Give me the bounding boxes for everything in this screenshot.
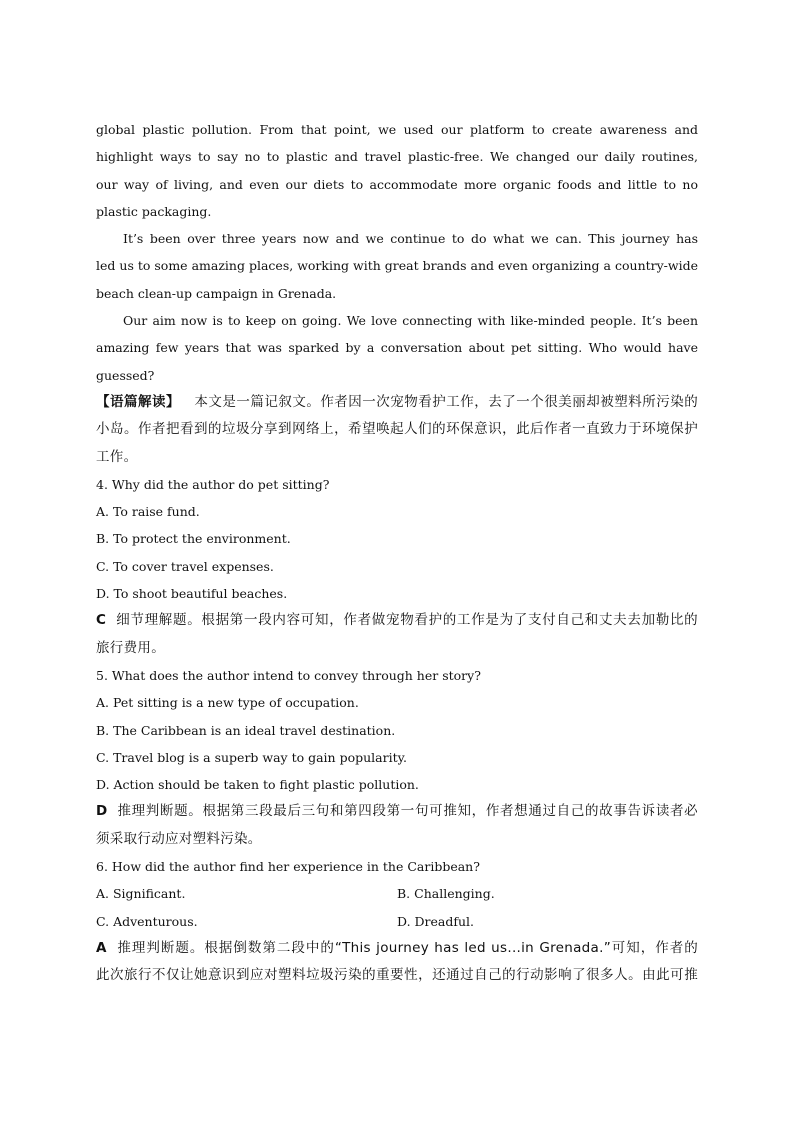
- discourse-analysis: [96, 389, 698, 471]
- text-line: beach clean-up campaign in Grenada.: [96, 285, 337, 301]
- option-b: B. To protect the environment.: [96, 531, 291, 547]
- option-b: B. The Caribbean is an ideal travel destination.: [96, 722, 396, 738]
- passage-paragraph-3: [96, 307, 698, 389]
- text-line: global plastic pollution. From that point, we used our platform to create awareness and: [96, 122, 698, 137]
- passage-paragraph-1: [96, 116, 698, 225]
- analysis-line: 工作。: [96, 448, 138, 465]
- option-d: D. Dreadful.: [397, 913, 475, 929]
- analysis-line: 小岛。作者把看到的垃圾分享到网络上，希望唤起人们的环保意识，此后作者一直致力于环境保护: [96, 421, 698, 438]
- option-a: A. Pet sitting is a new type of occupation.: [96, 695, 359, 711]
- answer-explanation: [96, 798, 698, 825]
- analysis-text: 本文是一篇记叙文。作者因一次宠物看护工作，去了一个很美丽却被塑料所污染的: [194, 393, 698, 410]
- text-line: Our aim now is to keep on going. We love connecting with like-minded people. It’s been: [123, 313, 698, 329]
- option-c: C. Travel blog is a superb way to gain popularity.: [96, 749, 407, 765]
- question-stem: 4. Why did the author do pet sitting?: [96, 476, 330, 492]
- option-a: A. To raise fund.: [96, 504, 200, 520]
- answer-explanation: [96, 935, 698, 962]
- text-line: led us to some amazing places, working with great brands and even organizing a country-wide: [96, 258, 698, 274]
- document-page: [96, 116, 698, 990]
- text-line: highlight ways to say no to plastic and travel plastic-free. We changed our daily routines,: [96, 149, 698, 165]
- answer-letter: C: [96, 612, 107, 629]
- explanation-line: 须采取行动应对塑料污染。: [96, 830, 262, 847]
- option-d: D. Action should be taken to fight plastic pollution.: [96, 777, 419, 793]
- option-a: A. Significant.: [96, 886, 186, 902]
- options-row: [96, 908, 698, 935]
- option-b: B. Challenging.: [397, 886, 495, 902]
- explanation-text: 推理判断题。根据倒数第二段中的“This journey has led us...in Grenada.”可知，作者的: [117, 939, 698, 956]
- explanation-text: 推理判断题。根据第三段最后三句和第四段第一句可推知，作者想通过自己的故事告诉读者必: [117, 803, 698, 820]
- option-c: C. To cover travel expenses.: [96, 558, 274, 574]
- answer-letter: A: [96, 939, 107, 956]
- analysis-label: 【语篇解读】: [96, 393, 180, 410]
- question-stem: 6. How did the author find her experience in the Caribbean?: [96, 859, 480, 875]
- text-line: guessed?: [96, 367, 155, 383]
- question-5: [96, 662, 698, 853]
- question-stem: 5. What does the author intend to convey through her story?: [96, 667, 481, 683]
- option-c: C. Adventurous.: [96, 913, 198, 929]
- option-d: D. To shoot beautiful beaches.: [96, 586, 288, 602]
- options-row: [96, 880, 698, 907]
- answer-letter: D: [96, 803, 108, 820]
- explanation-text: 细节理解题。根据第一段内容可知，作者做宠物看护的工作是为了支付自己和丈夫去加勒比的: [116, 612, 698, 629]
- explanation-line: 旅行费用。: [96, 639, 165, 656]
- text-line: our way of living, and even our diets to accommodate more organic foods and little to no: [96, 176, 698, 192]
- question-4: [96, 471, 698, 662]
- answer-explanation: [96, 607, 698, 634]
- explanation-line: 此次旅行不仅让她意识到应对塑料垃圾污染的重要性，还通过自己的行动影响了很多人。由此可推: [96, 967, 698, 984]
- passage-paragraph-2: [96, 225, 698, 307]
- analysis-line: [96, 389, 698, 416]
- text-line: plastic packaging.: [96, 203, 212, 219]
- question-6: [96, 853, 698, 989]
- text-line: amazing few years that was sparked by a conversation about pet sitting. Who would have: [96, 340, 698, 356]
- text-line: It’s been over three years now and we continue to do what we can. This journey has: [123, 231, 698, 247]
